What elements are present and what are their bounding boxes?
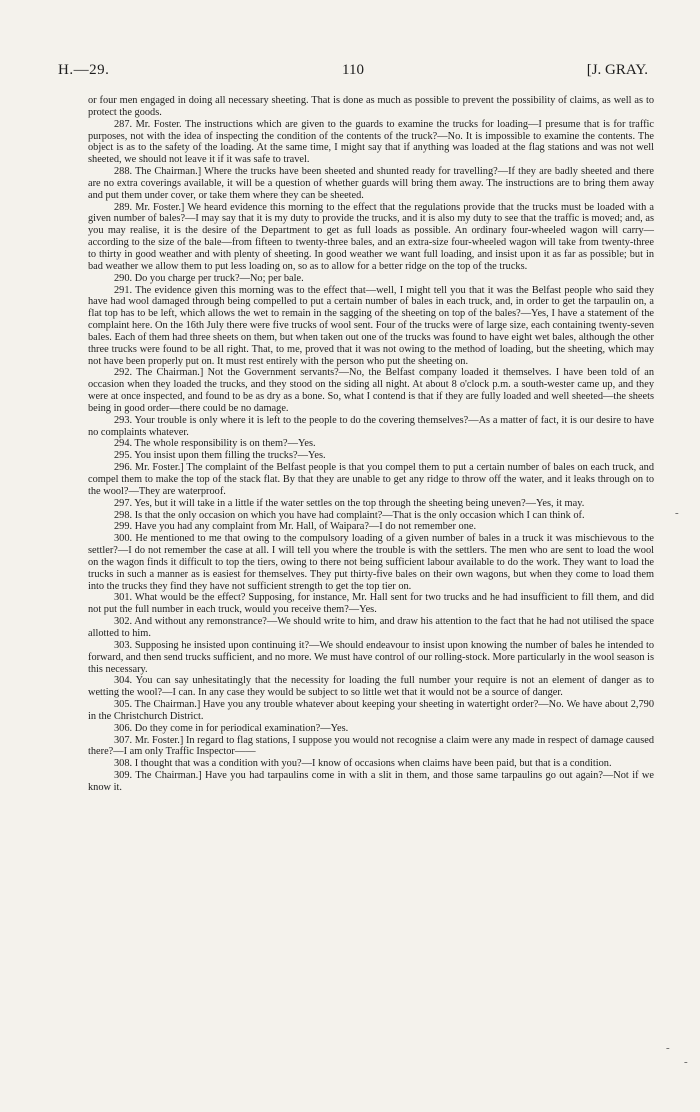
paragraph-287: 287. Mr. Foster. The instructions which are given to the guards to examine the trucks for loading—I presume that is for traffic purposes, not with the idea of inspecting the condition of the contents of the truck?—No. It is impossible to examine the contents. The object is as to the safety of the loading. At the same time, I might say that if anything was loaded at the flag stations and was not well sheeted, we should not leave it if it was safe to travel. [88,118,654,166]
margin-mark: - [666,1042,670,1054]
paragraph-continuation: or four men engaged in doing all necessary sheeting. That is done as much as possible to prevent the possibility of claims, as well as to protect the goods. [88,95,654,118]
paragraph-309: 309. The Chairman.] Have you had tarpaulins come in with a slit in them, and those same tarpaulins go out again?—Not if we know it. [88,770,654,793]
document-ref: H.—29. [58,62,110,78]
paragraph-292: 292. The Chairman.] Not the Government servants?—No, the Belfast company loaded it themselves. I have been told of an occasion when they loaded the trucks, and they stood on the siding all night. At about 8 o'clock p.m. a south-wester came up, and they were at once inspected, and found to be as dry as a bone. So, what I contend is that if they are fully loaded and well sheeted—the sheets being in good order—there could be no damage. [88,367,654,414]
paragraph-290: 290. Do you charge per truck?—No; per bale. [114,272,304,284]
paragraph-297: 297. Yes, but it will take in a little if the water settles on the top through the sheeting being uneven?—Yes, it may. [114,497,585,509]
paragraph-308: 308. I thought that was a condition with you?—I know of occasions when claims have been paid, but that is a condition. [114,758,612,770]
paragraph-291: 291. The evidence given this morning was to the effect that—well, I might tell you that it was the Belfast people who said they have had wool damaged through being compelled to put a certain number of bales in each truck, and, in order to get the tarpaulin on, a flat top has to be left, which allows the wet to remain in the sagging of the sheeting on top of the bales?—Yes, I have a statement of the complaint here. On the 16th July there were five trucks of wool sent. Four of the trucks were of large size, each containing twenty-seven bales. Each of them had three sheets on them, but when taken out one of the trucks was found to have eight wet bales, although the other three trucks were found to be all right. That, to me, proved that it was not owing to the method of loading, but the sheeting, which may not have been properly put on. It must rest entirely with the person who put the sheeting on. [88,284,654,367]
paragraph-295: 295. You insist upon them filling the trucks?—Yes. [114,450,326,462]
paragraph-306: 306. Do they come in for periodical examination?—Yes. [114,722,349,734]
page-body [88,95,654,794]
margin-mark: - [675,507,679,519]
margin-mark: - [684,1056,688,1068]
witness-name: [J. GRAY. [586,62,648,78]
paragraph-299: 299. Have you had any complaint from Mr. Hall, of Waipara?—I do not remember one. [114,521,477,533]
paragraph-289: 289. Mr. Foster.] We heard evidence this morning to the effect that the regulations provide that the trucks must be loaded with a given number of bales?—I may say that it is my duty to provide the trucks, and it is also my duty to see that the traffic is moved; and, as you may realise, it is the desire of the Department to get as full loads as possible. An ordinary four-wheeled wagon will carry—according to the size of the bale—from fifteen to twenty-three bales, and an extra-size four-wheeled wagon will take from twenty-three to thirty in good weather and with plenty of sheeting. In good weather we want full loading, and insist upon it as far as possible; but in bad weather we allow them to put less loading on, so as to allow for a better ridge on the top of the trucks. [88,201,654,272]
paragraph-293: 293. Your trouble is only where it is left to the people to do the covering themselves?—As a matter of fact, it is our desire to have no complaints whatever. [88,414,654,438]
paragraph-305: 305. The Chairman.] Have you any trouble whatever about keeping your sheeting in watertight order?—No. We have about 2,790 in the Christchurch District. [88,699,654,722]
page-number: 110 [342,62,364,78]
paragraph-294: 294. The whole responsibility is on them?—Yes. [114,438,316,450]
paragraph-302: 302. And without any remonstrance?—We should write to him, and draw his attention to the fact that he had not utilised the space allotted to him. [88,616,654,639]
paragraph-288: 288. The Chairman.] Where the trucks have been sheeted and shunted ready for travelling?—If they are badly sheeted and there are no extra coverings available, it will be a question of whether guards will bring them away. The instructions are to bring them away and put them under cover, or take them where they can be sheeted. [88,166,654,201]
paragraph-300: 300. He mentioned to me that owing to the compulsory loading of a given number of bales in a truck it was mischievous to the settler?—I do not remember the case at all. I will tell you where the trouble is with the settlers. The men who are sent to load the wool on the wagon finds it difficult to top the tiers, owing to there not being sufficient labour available to do the work. They want to load the trucks in such a manner as is easiest for themselves. They put thirty-five bales on their own wagons, but when they come to load them into the trucks they find they have not sufficient strength to get the top tier on. [88,533,654,592]
page-header [58,62,648,86]
paragraph-296: 296. Mr. Foster.] The complaint of the Belfast people is that you compel them to put a certain number of bales on each truck, and compel them to make the top of the stack flat. By that they are unable to get any ridge to throw off the water, and it leaks through on to the wool?—They are waterproof. [88,462,654,497]
paragraph-298: 298. Is that the only occasion on which you have had complaint?—That is the only occasion which I can think of. [114,509,585,521]
paragraph-307: 307. Mr. Foster.] In regard to flag stations, I suppose you would not recognise a claim were any made in respect of damage caused there?—I am only Traffic Inspector—— [88,734,654,758]
paragraph-304: 304. You can say unhesitatingly that the necessity for loading the full number your require is not an element of danger as to wetting the wool?—I can. In any case they would be subject to so little wet that it would not be a source of danger. [88,675,654,699]
paragraph-301: 301. What would be the effect? Supposing, for instance, Mr. Hall sent for two trucks and he had insufficient to fill them, and did not put the full number in each truck, would you receive them?—Yes. [88,592,654,616]
paragraph-303: 303. Supposing he insisted upon continuing it?—We should endeavour to insist upon knowing the number of bales he intended to forward, and then send trucks sufficient, and no more. We must have control of our rolling-stock. More particularly in the wool season is this necessary. [88,639,654,675]
